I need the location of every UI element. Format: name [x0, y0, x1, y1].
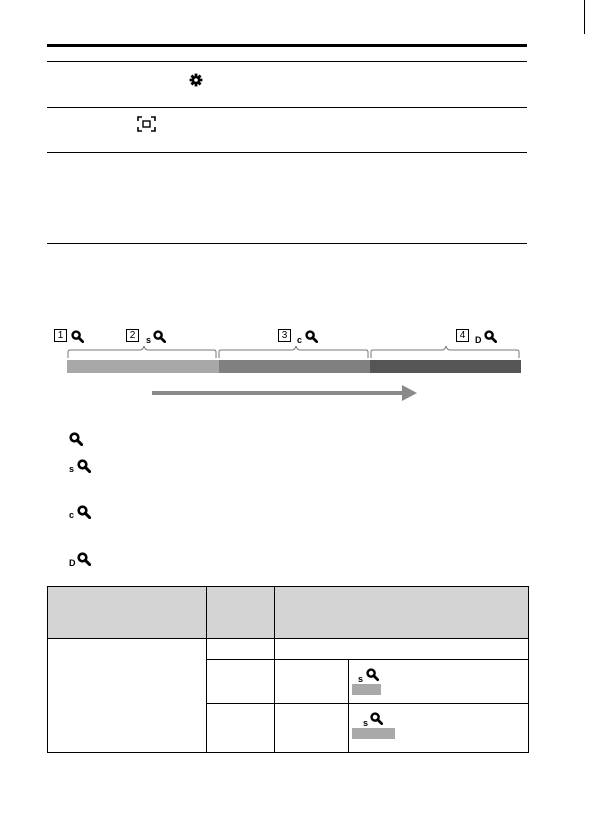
table-cell: [275, 660, 349, 704]
magnifier-icon: [484, 330, 497, 343]
magnifier-icon: [370, 712, 383, 725]
row-divider: [47, 61, 527, 62]
legend-prefix: s: [69, 464, 75, 474]
magnifier-icon: [153, 330, 166, 343]
table-header-cell: [275, 587, 529, 639]
row-divider: [47, 243, 527, 244]
table-header-row: [48, 587, 529, 639]
row-prefix: s: [358, 674, 364, 684]
table-cell: [48, 639, 207, 753]
table-cell: [349, 660, 529, 704]
marker-prefix: D: [475, 335, 482, 345]
magnifier-icon: [305, 330, 318, 343]
table-cell: [275, 704, 349, 753]
magnifier-icon: [71, 330, 84, 343]
range-swatch: [352, 728, 395, 739]
page-edge-mark: [584, 0, 585, 34]
table-cell: [349, 704, 529, 753]
table-cell: [207, 639, 275, 660]
table-header-cell: [48, 587, 207, 639]
table-cell: [275, 639, 529, 660]
magnifier-icon: [366, 668, 379, 681]
magnifier-icon: [77, 552, 91, 566]
zoom-range-segment: [67, 360, 219, 373]
legend-prefix: D: [69, 558, 76, 568]
row-prefix: s: [363, 718, 369, 728]
header-rule: [47, 44, 527, 47]
row-divider: [47, 107, 527, 108]
zoom-direction-arrow: [152, 384, 418, 402]
zoom-range-segment: [219, 360, 370, 373]
gear-icon: [189, 73, 203, 87]
table-row: [48, 639, 529, 660]
magnifier-icon: [77, 505, 91, 519]
table-cell: [207, 660, 275, 704]
row-divider: [47, 152, 527, 153]
zoom-range-brackets: [60, 344, 530, 360]
marker-number: 3: [278, 329, 291, 342]
marker-number: 4: [456, 329, 469, 342]
marker-number: 2: [126, 329, 139, 342]
frame-focus-icon: [137, 116, 156, 132]
marker-number: 1: [54, 329, 67, 342]
marker-prefix: s: [146, 335, 152, 345]
legend-prefix: c: [69, 510, 75, 520]
zoom-range-segment: [370, 360, 521, 373]
range-swatch: [352, 684, 381, 695]
marker-prefix: c: [297, 335, 303, 345]
table-cell: [207, 704, 275, 753]
zoom-table: [47, 586, 529, 753]
table-header-cell: [207, 587, 275, 639]
magnifier-icon: [69, 432, 83, 446]
magnifier-icon: [77, 459, 91, 473]
